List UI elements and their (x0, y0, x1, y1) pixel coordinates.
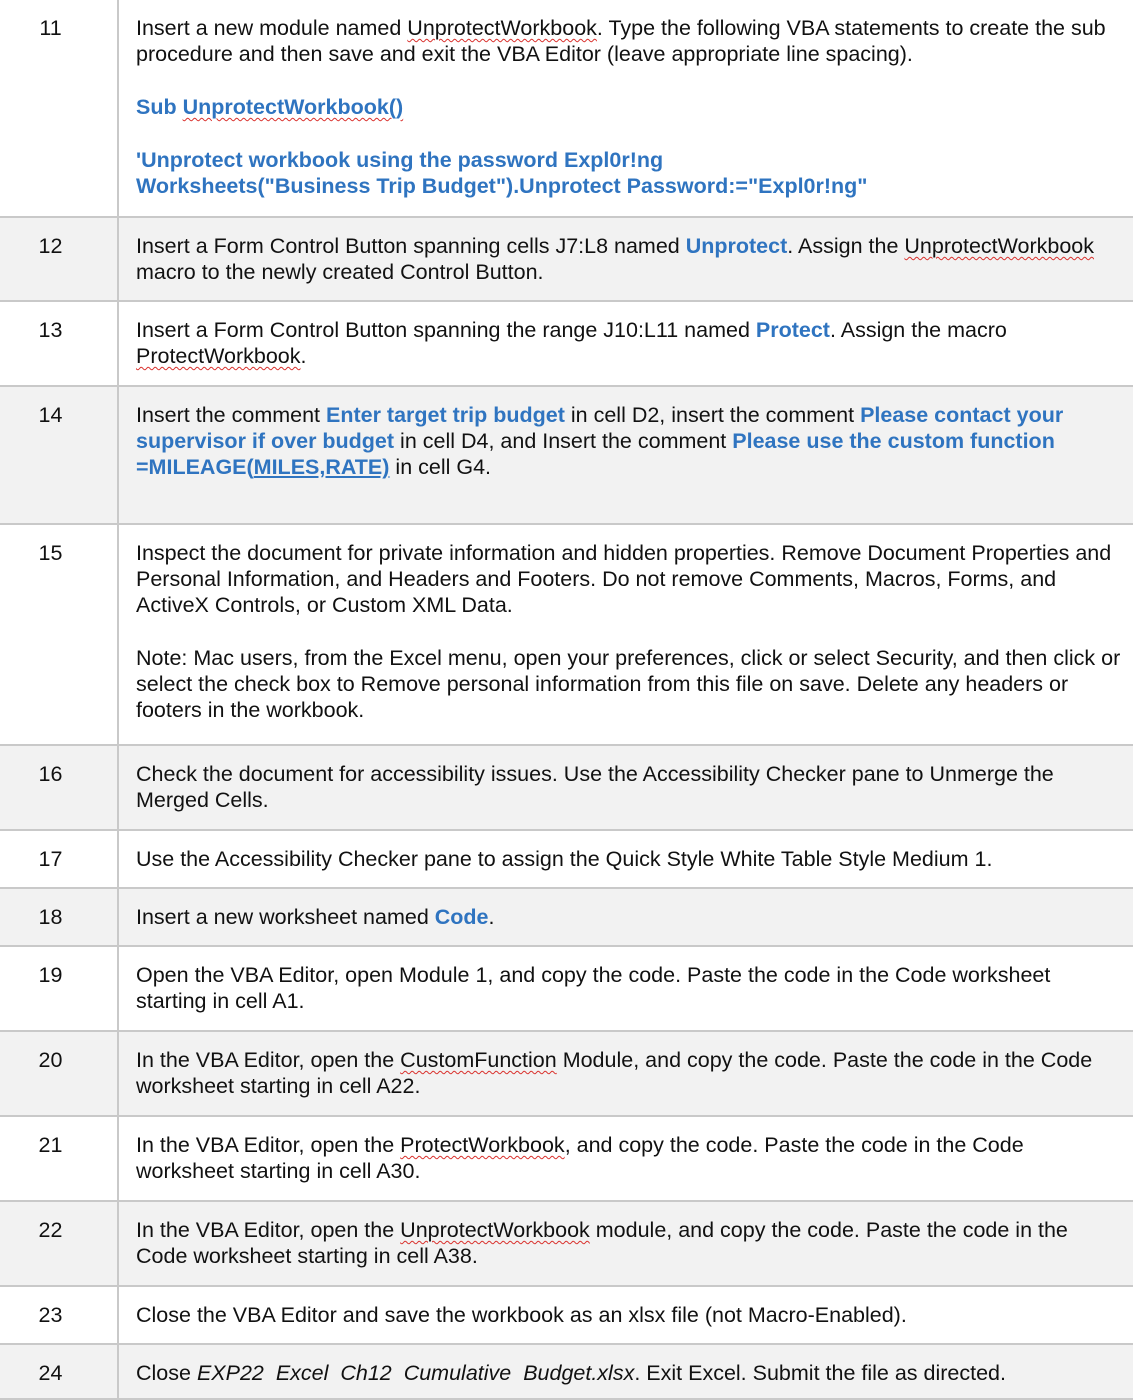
step-number: 11 (0, 0, 119, 216)
step-row-12 (0, 218, 1133, 302)
step-text: Open the VBA Editor, open Module 1, and copy the code. Paste the code in the Code worksheet starting in cell A1. (136, 963, 1051, 1013)
step-row-19 (0, 947, 1133, 1032)
step-text: In the VBA Editor, open the ProtectWorkbook, and copy the code. Paste the code in the Code worksheet starting in cell A30. (136, 1133, 1024, 1183)
step-number: 18 (0, 889, 119, 945)
file-name: EXP22 Excel Ch12 Cumulative Budget.xlsx (196, 1361, 635, 1385)
step-text: Insert a new worksheet named Code. (136, 905, 495, 929)
spell-flagged-word: UnprotectWorkbook (904, 234, 1095, 258)
highlight-term: Code (434, 905, 489, 929)
highlight-formula-args: MILES,RATE) (253, 455, 390, 479)
step-number: 21 (0, 1117, 119, 1200)
step-row-24 (0, 1345, 1133, 1400)
spell-flagged-word: CustomFunction (400, 1048, 557, 1072)
step-row-20 (0, 1032, 1133, 1117)
step-text: Use the Accessibility Checker pane to assign the Quick Style White Table Style Medium 1. (136, 847, 993, 871)
step-text: In the VBA Editor, open the CustomFunction Module, and copy the code. Paste the code in the Code worksheet starting in cell A22. (136, 1048, 1093, 1098)
step-number: 14 (0, 387, 119, 523)
step-row-16 (0, 746, 1133, 831)
step-number: 22 (0, 1202, 119, 1285)
step-row-15 (0, 525, 1133, 746)
step-text: Inspect the document for private information and hidden properties. Remove Document Properties and Personal Information, and Headers and Footers. Do not remove Comments, Macros, Forms, and ActiveX Controls, or Custom XML Data. Note: Mac users, from the Excel menu, open your preferences, click or select Security, and then click or select the check box to Remove personal information from this file on save. Delete any headers or footers in the workbook. (119, 525, 1133, 744)
step-text: In the VBA Editor, open the UnprotectWorkbook module, and copy the code. Paste the code in the Code worksheet starting in cell A38. (136, 1218, 1068, 1268)
step-number: 13 (0, 302, 119, 385)
spell-flagged-word: UnprotectWorkbook (400, 1218, 590, 1242)
step-number: 23 (0, 1287, 119, 1343)
step-row-21 (0, 1117, 1133, 1202)
step-text: Check the document for accessibility issues. Use the Accessibility Checker pane to Unmerge the Merged Cells. (136, 762, 1054, 812)
highlight-term: Please contact your supervisor if over budget (136, 403, 1064, 453)
step-row-11 (0, 0, 1133, 218)
step-row-23 (0, 1287, 1133, 1345)
step-number: 12 (0, 218, 119, 300)
step-number: 19 (0, 947, 119, 1030)
mac-note: Note: Mac users, from the Excel menu, open your preferences, click or select Security, and then click or select the check box to Remove personal information from this file on save. Delete any headers or footers in the workbook. (136, 646, 1121, 722)
step-text: Close EXP22 Excel Ch12 Cumulative Budget.xlsx. Exit Excel. Submit the file as directed. (136, 1361, 1006, 1385)
step-row-17 (0, 831, 1133, 889)
step-row-14 (0, 387, 1133, 525)
step-row-22 (0, 1202, 1133, 1287)
highlight-term: Unprotect (685, 234, 788, 258)
highlight-term: Enter target trip budget (326, 403, 565, 427)
step-text: Insert the comment Enter target trip budget in cell D2, insert the comment Please contact your supervisor if over budget in cell D4, and Insert the comment Please use the custom function =MILEAGE(MILES,RATE) in cell G4. (136, 403, 1064, 479)
code-sub-line: Sub UnprotectWorkbook() (136, 95, 404, 119)
step-text: Insert a Form Control Button spanning cells J7:L8 named Unprotect. Assign the UnprotectWorkbook macro to the newly created Control Button. (136, 234, 1095, 284)
code-comment-line: 'Unprotect workbook using the password Expl0r!ng (136, 148, 664, 172)
step-number: 15 (0, 525, 119, 744)
step-number: 16 (0, 746, 119, 829)
highlight-term: Please use the custom function (732, 429, 1055, 453)
step-number: 24 (0, 1345, 119, 1398)
spell-flagged-word: ProtectWorkbook (400, 1133, 565, 1157)
step-text: Insert a Form Control Button spanning the range J10:L11 named Protect. Assign the macro ProtectWorkbook. (136, 318, 1007, 368)
step-row-18 (0, 889, 1133, 947)
spell-flagged-word: ProtectWorkbook (136, 344, 301, 368)
step-row-13 (0, 302, 1133, 387)
step-number: 17 (0, 831, 119, 887)
step-text (119, 0, 1133, 216)
code-block (136, 147, 1125, 199)
spell-flagged-word: UnprotectWorkbook() (182, 95, 404, 119)
step-instruction: Insert a new module named UnprotectWorkbook. Type the following VBA statements to create the sub procedure and then save and exit the VBA Editor (leave appropriate line spacing). (136, 16, 1106, 66)
highlight-term: Protect (755, 318, 830, 342)
step-text: Close the VBA Editor and save the workbook as an xlsx file (not Macro-Enabled). (136, 1303, 907, 1327)
highlight-formula: =MILEAGE( (136, 455, 254, 479)
step-number: 20 (0, 1032, 119, 1115)
spell-flagged-word: UnprotectWorkbook (407, 16, 597, 40)
code-statement-line: Worksheets("Business Trip Budget").Unprotect Password:="Expl0r!ng" (136, 174, 868, 198)
